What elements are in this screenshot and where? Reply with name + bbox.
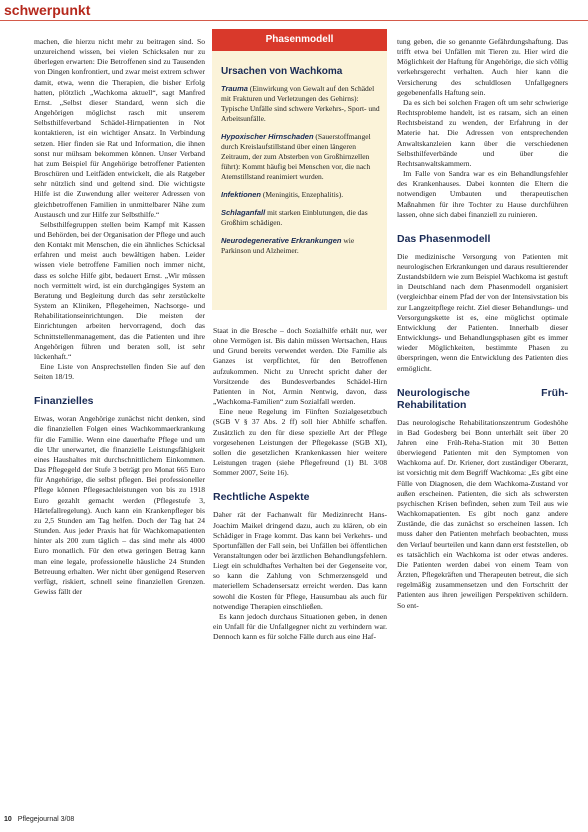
section-title: schwerpunkt [4, 2, 91, 18]
col2-paragraph: Eine neue Regelung im Fünften Sozialgesetzbuch (SGB V § 37 Abs. 2 ff) soll hier Abhilfe schaffen. Zusätzlich zu den für diese spezielle Art der Pflege vorgesehenen Leistungen der Pflegekasse (SGB XI), sollen die gesetzlichen Krankenkassen hier weitere Leistungen tragen (siehe Pflegefreund (1) Bl. 3/08 Sommer 2007, Seite 16). [213, 407, 387, 478]
column-3 [397, 37, 568, 611]
col2-paragraph: Daher rät der Fachanwalt für Medizinrecht Hans-Joachim Maikel dringend dazu, auch zu klären, ob ein Schädiger in Frage kommt. Das kann bei Verkehrs- und Sportunfällen der Fall sein, bei Unfällen bei öffentlichen Veranstaltungen oder bei ärztlichen Behandlungsfehlern. Liegt ein schuldhaftes Verhalten bei der Gegenseite vor, so kann die Zahlung von Schmerzensgeld und materiellem Schadensersatz erreicht werden. Das kann sowohl die Kosten für Pflege, Hausumbau als auch für notwendige Therapien einschließen. [213, 510, 387, 611]
sidebar-title: Ursachen von Wachkoma [221, 66, 343, 77]
sidebar-entry: Neurodegenerative Erkrankungen wie Parkinson und Alzheimer. [221, 236, 355, 255]
sidebar-entry: Trauma (Einwirkung von Gewalt auf den Schädel mit Frakturen und Verletzungen des Gehirns): Typische Unfälle sind schwere Verkehrs-, Sport- und Arbeitsunfälle. [221, 84, 380, 123]
col1-paragraph: Eine Liste von Ansprechstellen finden Sie auf den Seiten 18/19. [34, 362, 205, 382]
page-number: 10 [4, 816, 12, 823]
col1-paragraph: Etwas, woran Angehörige zunächst nicht denken, sind die finanziellen Folgen eines Wachkommaerkrankung für die Familie. Wenn eine dauerhafte Pflege und um die Uhr unerwartet, die finanzielle Leistungsfähigkeit eines Haushaltes mit durchschnittlichem Einkommen. Das Pflegegeld der Stufe 3 beträgt pro Monat 665 Euro für Angehörige, die selbst pflegen. Bei professioneller Pflege können Pflegesachleistungen von bis zu 1918 Euro gezahlt gemacht werden (Pflegestufe 3, Härtefallregelung). Auch kann ein Krankenpfleger bis zu 2,5 Stunden am Tag helfen. Doch der Tag hat 24 Stunden. Aus jeder Praxis hat für Wachkomapatienten hinter als 200 zum täglich – das sind mehr als 4000 Euro monatlich. Für den etwa geringen Betrag kann man eine legale, professionelle häusliche 24 Stunden Betreuung erhalten. Wer nicht über genügend Reserven verfügt, riskiert, schnell seine finanziellen Grenzen. Gewiss fällt der [34, 414, 205, 596]
heading-finanzielles: Finanzielles [34, 395, 94, 408]
col3-paragraph: Im Falle von Sandra war es ein Behandlungsfehler des Krankenhauses. Dabei konnten die Eltern die notwendigen Umbauten und therapeutischen Maßnahmen für ihre Tochter zu Hause durchführen lassen, ohne sich dabei finanziell zu ruinieren. [397, 169, 568, 219]
sidebar-body [212, 51, 387, 256]
page-header [0, 0, 588, 28]
column-1 [34, 37, 205, 597]
col3-paragraph: Die medizinische Versorgung von Patienten mit neurologischen Erkrankungen und daraus resultierender Zustandsbildern wie zum Beispiel Wachkoma ist gestuft in Deutschland nach dem Phasenmodell organisiert (vergleichbar einem Pfad der von der Intensivstation bis zur Langzeitpflege reicht. Ziel dieser Behandlungs- und Versorgungskette ist es, eine möglichst optimale Entwicklung der Patienten. Innerhalb dieser Entwicklungs- und Behandlungsphasen gibt es immer wieder Möglichkeiten, bestimmte Phasen zu überspringen, wenn die Entwicklung des Patienten dies ermöglicht. [397, 251, 568, 373]
sidebar-box [212, 29, 387, 310]
col1-paragraph: machen, die hierzu nicht mehr zu beitragen sind. So unzureichend wissen, bei vielen Schicksalen nur zu überlegen erwarten: Die Betroffenen sind zu Tausenden von Dingen konfrontiert, und zwar meist extrem schwer damit, etwa, wenn die Therapien, die bisher Erfolg hatten, plötzlich „Wachkoma aktuell“, sagt Manfred Ernst. „Selbst dieser Standard, wenn sich die Angehörigen möglichst rasch mit unserem Selbsthilfeverband Schädel-Hirnpatienten in Not kontaktieren, ist ein wichtiger Ansatz. In Verbindung setzen. Hier finden sie Rat und Information, die ihnen sonst nur mühsam bekommen können. Unser Verband hat zum Beispiel für Angehörige betroffener Patienten Broschüren und Leitfäden entwickelt, die als Ratgeber sehr nützlich sind und geltend sind. Die wichtigste Hilfe ist die Zuwendung aller weiterer Adressen von gleichbetroffenen Familien in unmittelbarer Nähe zum Austausch und zur Hilfe zur Selbsthilfe.“ [34, 37, 205, 219]
header-rule [0, 20, 588, 21]
col2-paragraph: Staat in die Bresche – doch Sozialhilfe erhält nur, wer ohne Vermögen ist. Bis dahin müssen Wertsachen, Haus und Grund bereits verwendet werden. Die Familie als Ganzes ist verpflichtet, für den Betroffenen aufzukommen. Nicht zu Unrecht spricht daher der Vorsitzende des Bundesverbandes Schädel-Hirn Patienten in Not, Armin Nentwig, davon, dass „Wachkoma-Familien“ zum Sozialfall werden. [213, 326, 387, 407]
col3-paragraph: Da es sich bei solchen Fragen oft um sehr schwierige Rechtsprobleme handelt, ist es ratsam, sich an einen Rechtsbeistand zu wenden, der Erfahrung in der Materie hat. Die Adressen von entsprechenden Anwaltskanzleien kann über die verschiedenen Selbsthilfeverbände und über die Rechtsanwaltskammern. [397, 97, 568, 168]
col2-paragraph: Es kann jedoch durchaus Situationen geben, in denen ein Unfall für die Unfallgegner nicht zu verhindern war. Dennoch kann es für solche Fälle durch aus eine Haf- [213, 611, 387, 642]
heading-neurologische-frueh-reha: Neurologische Früh-Rehabilitation [397, 386, 568, 411]
col1-paragraph: Selbsthilfegruppen stellen beim Kampf mit Kassen und Behörden, bei der Organisation der Pflege und auch den Kontakt mit Menschen, die ein ähnliches Schicksal erfahren und meist auch bewältigen haben. Leider wissen viele betroffene Familien noch immer nicht, dass es solche Hilfe gibt, bedauert Ernst. „Wir müssen noch vermittelt wird, ist ein durchgängiges System an Beratung und Begleitung durch das sehr zerstückelte System an Kliniken, Pflegeheimen, Nachsorge- und Rehabilitationseinrichtungen. Die meisten der Einrichtungen arbeiten hervorragend, doch das Schnittstellenmanagement, das die Patienten und ihre Angehörigen führen und beraten soll, ist sehr lückenhaft.“ [34, 219, 205, 361]
column-2 [213, 326, 387, 642]
sidebar-entry: Hypoxischer Hirnschaden (Sauerstoffmangel durch Kreislaufstillstand über einen längeren Zeitraum, der zum Absterben von Großhirnzellen führt): Kommt häufig bei Menschen vor, die nach Atemstillstand reanimiert wurden. [221, 132, 371, 181]
magazine-name: Pflegejournal 3/08 [17, 816, 75, 823]
heading-phasenmodell: Das Phasenmodell [397, 232, 491, 245]
sidebar-entry: Schlaganfall mit starken Einblutungen, die das Großhirn schädigen. [221, 208, 368, 227]
sidebar-entry: Infektionen (Meningitis, Enzephalitis). [221, 190, 344, 199]
page-footer [4, 816, 74, 823]
heading-rechtliche-aspekte: Rechtliche Aspekte [213, 491, 310, 504]
col3-paragraph: Das neurologische Rehabilitationszentrum Godeshöhe in Bad Godesberg bei Bonn unterhält seit über 20 Jahren eine Früh-Reha-Station mit 30 Betten überwiegend Patienten mit den Symptomen von Wachkoma auf. Dr. Kriener, dort zuständiger Oberarzt, ist vorsichtig mit dem Begriff Wachkoma: „Es gibt eine Fülle von Diagnosen, die dem Wachkoma-Zustand vor außen erscheinen. Patienten, die sich als schwersten psychischen Krisen befinden, sehen zum Teil aus wie Wachkomapatienten. Es gibt noch ganz andere Zustände, die das zunächst so erscheinen lassen. Ich muss daher den Patienten mehrfach beobachten, muss den Verlauf beurteilen und kann dann erst feststellen, ob es tatsächlich ein Wachkoma ist oder etwas anderes. Die Patienten werden dabei von einem Team von Ärzten, Pflegekräften und Therapeuten betreut, die sich regelmäßig zusammensetzen und den Fortschritt der Patienten aus ihren jeweiligen Perspektiven schildern. So ent- [397, 417, 568, 610]
col3-paragraph: tung geben, die so genannte Gefährdungshaftung. Das trifft etwa bei Unfällen mit Tieren zu. Hier wird die Möglichkeit der Haftung für Angehörige, die sich völlig verkehrsgerecht verhalten. Auch hier kann die Versicherung des schuldlosen Unfallgegners gegebenenfalls Haftung sein. [397, 37, 568, 97]
sidebar-band: Phasenmodell [212, 29, 387, 51]
